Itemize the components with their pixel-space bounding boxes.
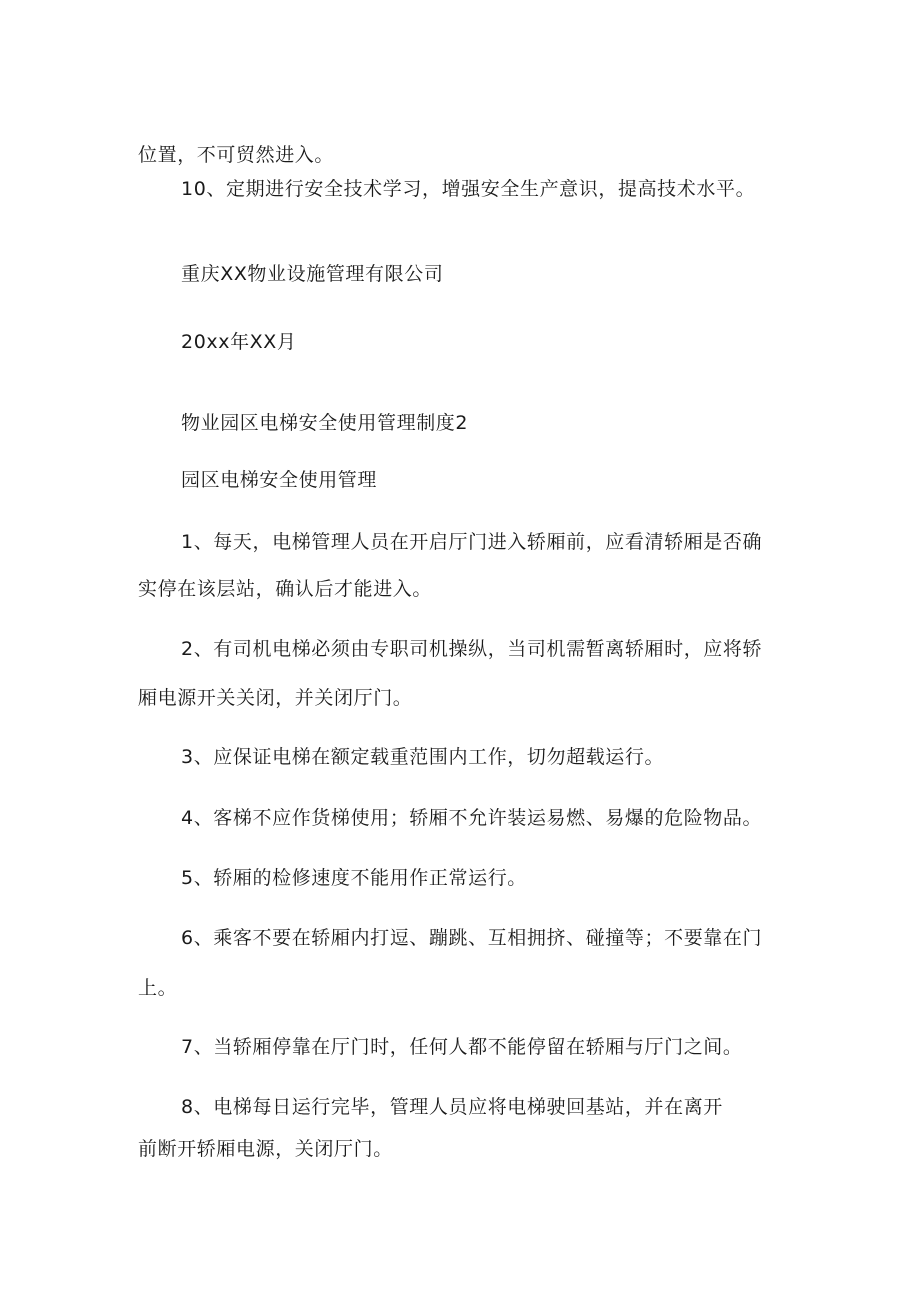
text-line-8: 实停在该层站，确认后才能进入。 [138,578,433,600]
section-subtitle: 园区电梯安全使用管理 [181,469,378,491]
company-name: 重庆XX物业设施管理有限公司 [181,263,444,285]
text-line-16: 7、当轿厢停靠在厅门时，任何人都不能停留在轿厢与厅门之间。 [181,1036,743,1058]
text-line-18: 前断开轿厢电源，关闭厅门。 [138,1138,393,1160]
text-line-1: 位置，不可贸然进入。 [138,144,335,166]
text-line-14: 6、乘客不要在轿厢内打逗、蹦跳、互相拥挤、碰撞等；不要靠在门 [181,927,763,949]
section-title: 物业园区电梯安全使用管理制度2 [181,412,469,434]
text-line-2: 10、定期进行安全技术学习，增强安全生产意识，提高技术水平。 [181,178,756,200]
text-line-15: 上。 [138,977,178,999]
text-line-12: 4、客梯不应作货梯使用；轿厢不允许装运易燃、易爆的危险物品。 [181,807,763,829]
text-line-17: 8、电梯每日运行完毕，管理人员应将电梯驶回基站，并在离开 [181,1096,723,1118]
text-line-13: 5、轿厢的检修速度不能用作正常运行。 [181,867,527,889]
document-date: 20xx年XX月 [181,331,297,353]
text-line-11: 3、应保证电梯在额定载重范围内工作，切勿超载运行。 [181,746,665,768]
text-line-9: 2、有司机电梯必须由专职司机操纵，当司机需暂离轿厢时，应将轿 [181,638,763,660]
text-line-7: 1、每天，电梯管理人员在开启厅门进入轿厢前，应看清轿厢是否确 [181,531,763,553]
text-line-10: 厢电源开关关闭，并关闭厅门。 [138,687,413,709]
